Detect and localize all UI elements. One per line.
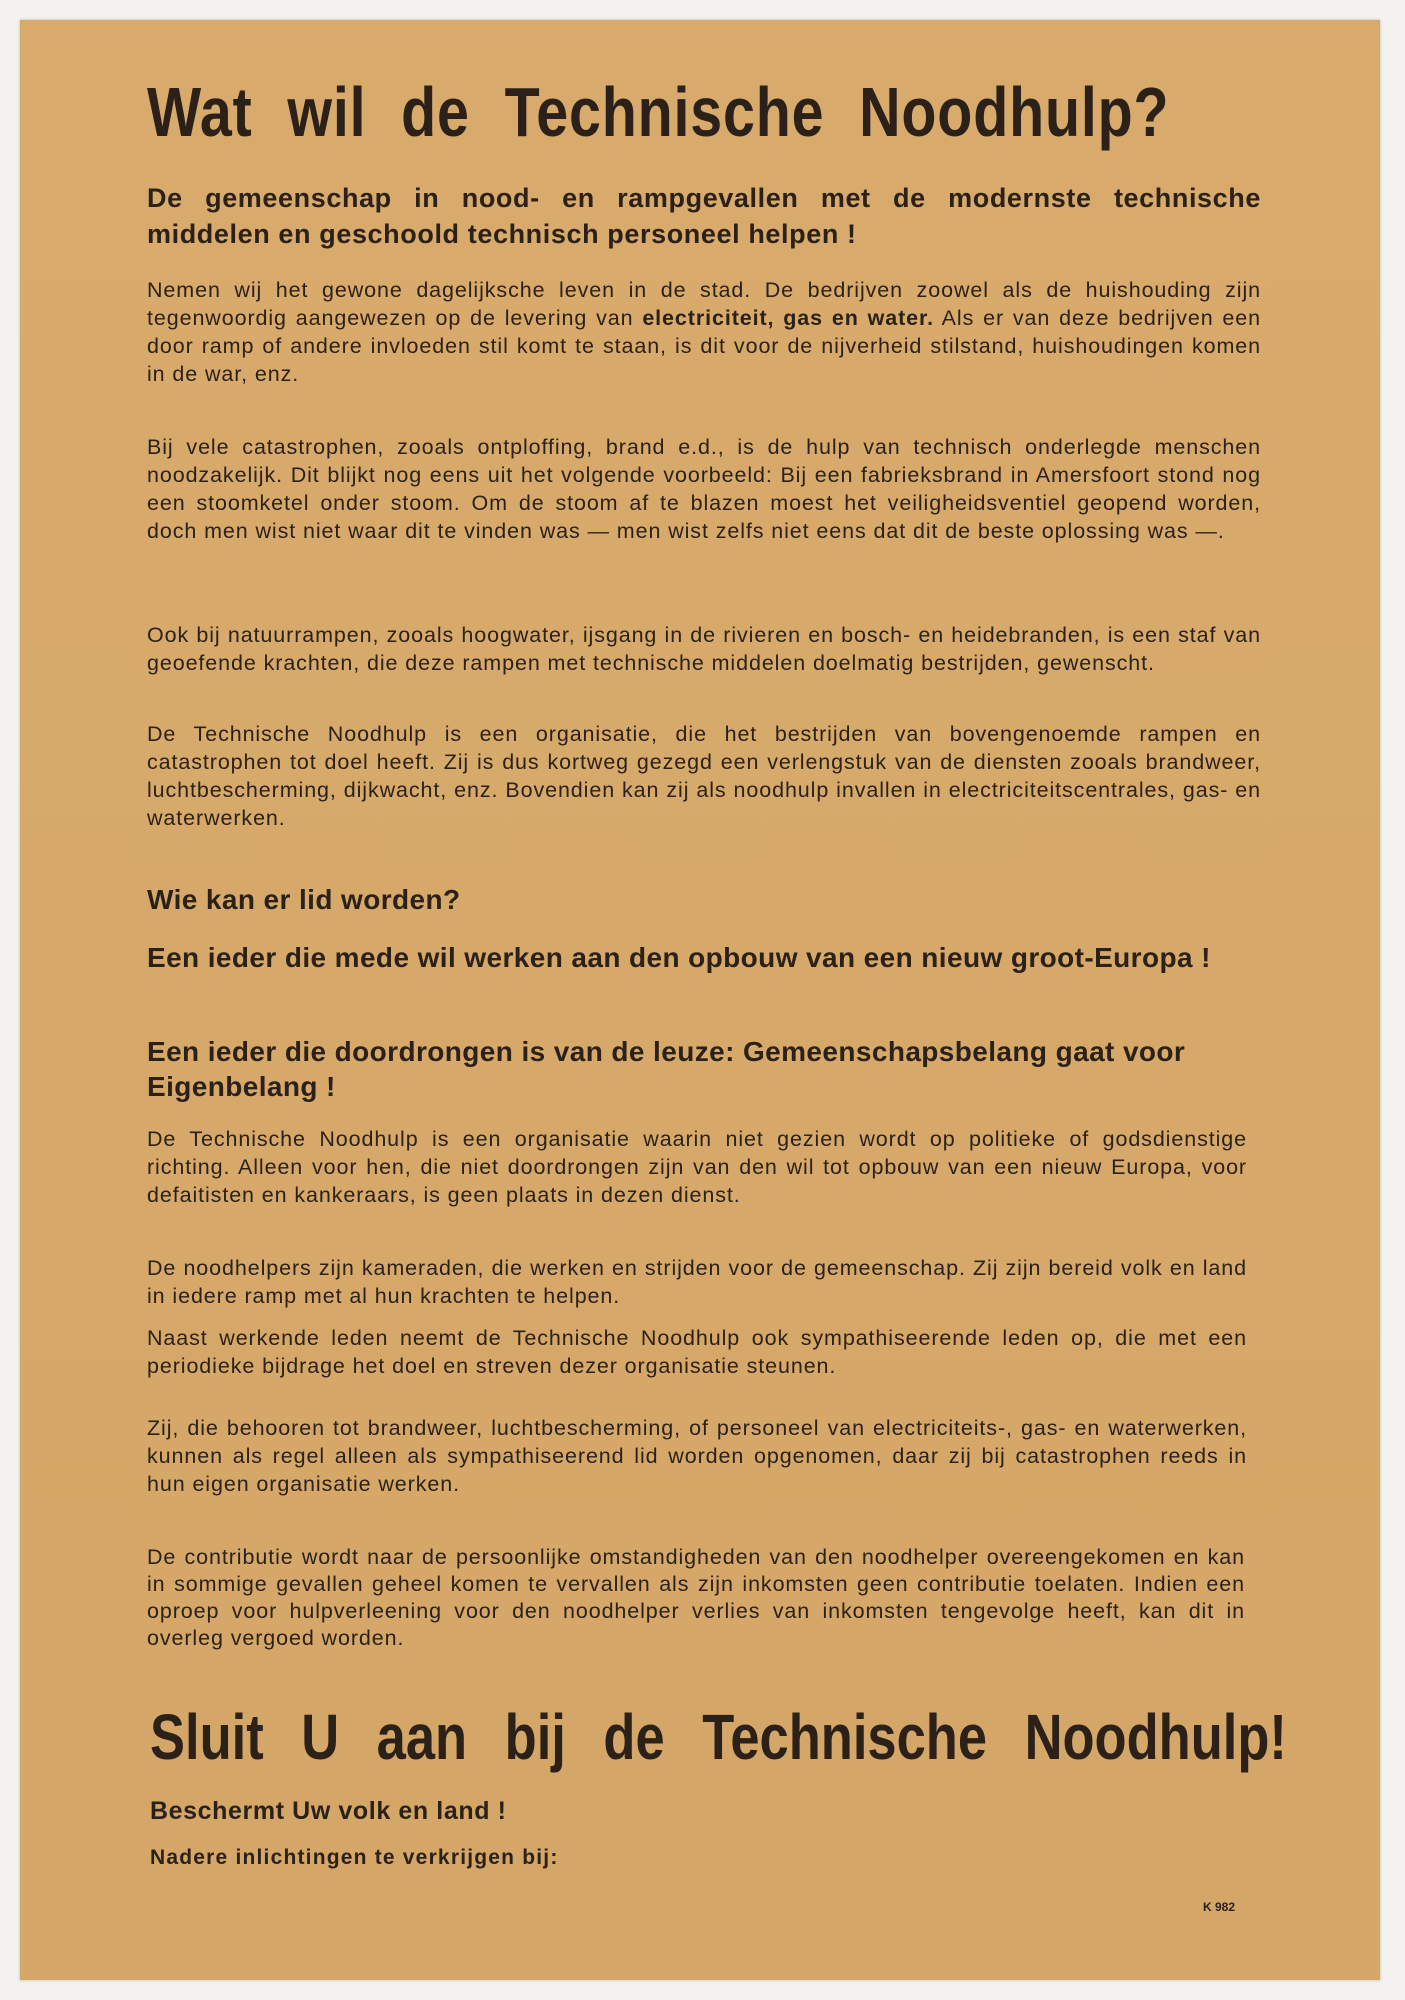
paragraph-no-politics: De Technische Noodhulp is een organisatie waarin niet gezien wordt op politieke of godsdienstige richting. Alleen voor hen, die niet doordrongen zijn van den wil tot opbouw van een nieuw Europa, voor defaitisten en kankeraars, is geen plaats in dezen dienst. — [147, 1127, 1247, 1207]
poster-title: Wat wil de Technische Noodhulp? — [147, 73, 1170, 151]
paragraph-text: Als er van deze bedrijven een door ramp of andere invloeden stil komt te staan, is dit voor de nijverheid stilstand, huishoudingen komen in de war, enz. — [147, 306, 1261, 386]
slogan: Beschermt Uw volk en land ! — [150, 1797, 507, 1825]
paragraph-catastrophes: Bij vele catastrophen, zooals ontploffing, brand e.d., is de hulp van technisch onderlegde menschen noodzakelijk. Dit blijkt nog eens uit het volgende voorbeeld: Bij een fabrieksbrand in Amersfoort stond nog een stoomketel onder stoom. Om de stoom af te blazen moest het veiligheidsventiel geopend worden, doch men wist niet waar dit te vinden was — men wist zelfs niet eens dat dit de beste oplossing was —. — [147, 435, 1261, 543]
paragraph-comrades: De noodhelpers zijn kameraden, die werken en strijden voor de gemeenschap. Zij zijn bereid volk en land in iedere ramp met al hun krachten te helpen. — [147, 1256, 1247, 1308]
paragraph-natural-disasters: Ook bij natuurrampen, zooals hoogwater, ijsgang in de rivieren en bosch- en heidebranden, is een staf van geoefende krachten, die deze rampen met technische middelen doelmatig bestrijden, gewenscht. — [147, 623, 1261, 675]
call-to-action: Sluit U aan bij de Technische Noodhulp! — [150, 1701, 1287, 1773]
poster-subtitle: De gemeenschap in nood- en rampgevallen met de modernste technische middelen en geschoold technisch personeel helpen ! — [147, 183, 1261, 249]
paragraph-sympathising-members: Naast werkende leden neemt de Technische Noodhulp ook sympathiseerende leden op, die met een periodieke bijdrage het doel en streven dezer organisatie steunen. — [147, 1326, 1247, 1378]
print-code: K 982 — [1203, 1900, 1236, 1914]
paragraph-text: Nemen wij het gewone dagelijksche leven in de stad. De bedrijven zoowel als de huishouding zijn tegenwoordig aangewezen op de levering van — [147, 278, 1261, 330]
heading-membership: Wie kan er lid worden? — [147, 884, 461, 915]
paragraph-organisation: De Technische Noodhulp is een organisatie, die het bestrijden van bovengenoemde rampen en catastrophen tot doel heeft. Zij is dus kortweg gezegd een verlengstuk van de diensten zooals brandweer, luchtbescherming, dijkwacht, enz. Bovendien kan zij als noodhulp invallen in electriciteitscentrales, gas- en waterwerken. — [147, 722, 1261, 830]
info-line: Nadere inlichtingen te verkrijgen bij: — [150, 1846, 559, 1869]
paragraph-fire-services: Zij, die behooren tot brandweer, luchtbescherming, of personeel van electriciteits-, gas- en waterwerken, kunnen als regel alleen als sympathiseerend lid worden opgenomen, daar zij bij catastrophen reeds in hun eigen organisatie werken. — [147, 1416, 1247, 1496]
paragraph-utilities — [147, 276, 1261, 388]
heading-motto: Een ieder die doordrongen is van de leuze: Gemeenschapsbelang gaat voor Eigenbelang ! — [147, 1036, 1186, 1102]
heading-europe: Een ieder die mede wil werken aan den opbouw van een nieuw groot-Europa ! — [147, 942, 1211, 973]
paragraph-emphasis: electriciteit, gas en water. — [642, 306, 934, 330]
paragraph-contribution: De contributie wordt naar de persoonlijke omstandigheden van den noodhelper overeengekomen en kan in sommige gevallen geheel komen te vervallen als zijn inkomsten geen contributie toelaten. Indien een oproep voor hulpverleening voor den noodhelper verlies van inkomsten tengevolge heeft, kan dit in overleg vergoed worden. — [147, 1545, 1245, 1650]
